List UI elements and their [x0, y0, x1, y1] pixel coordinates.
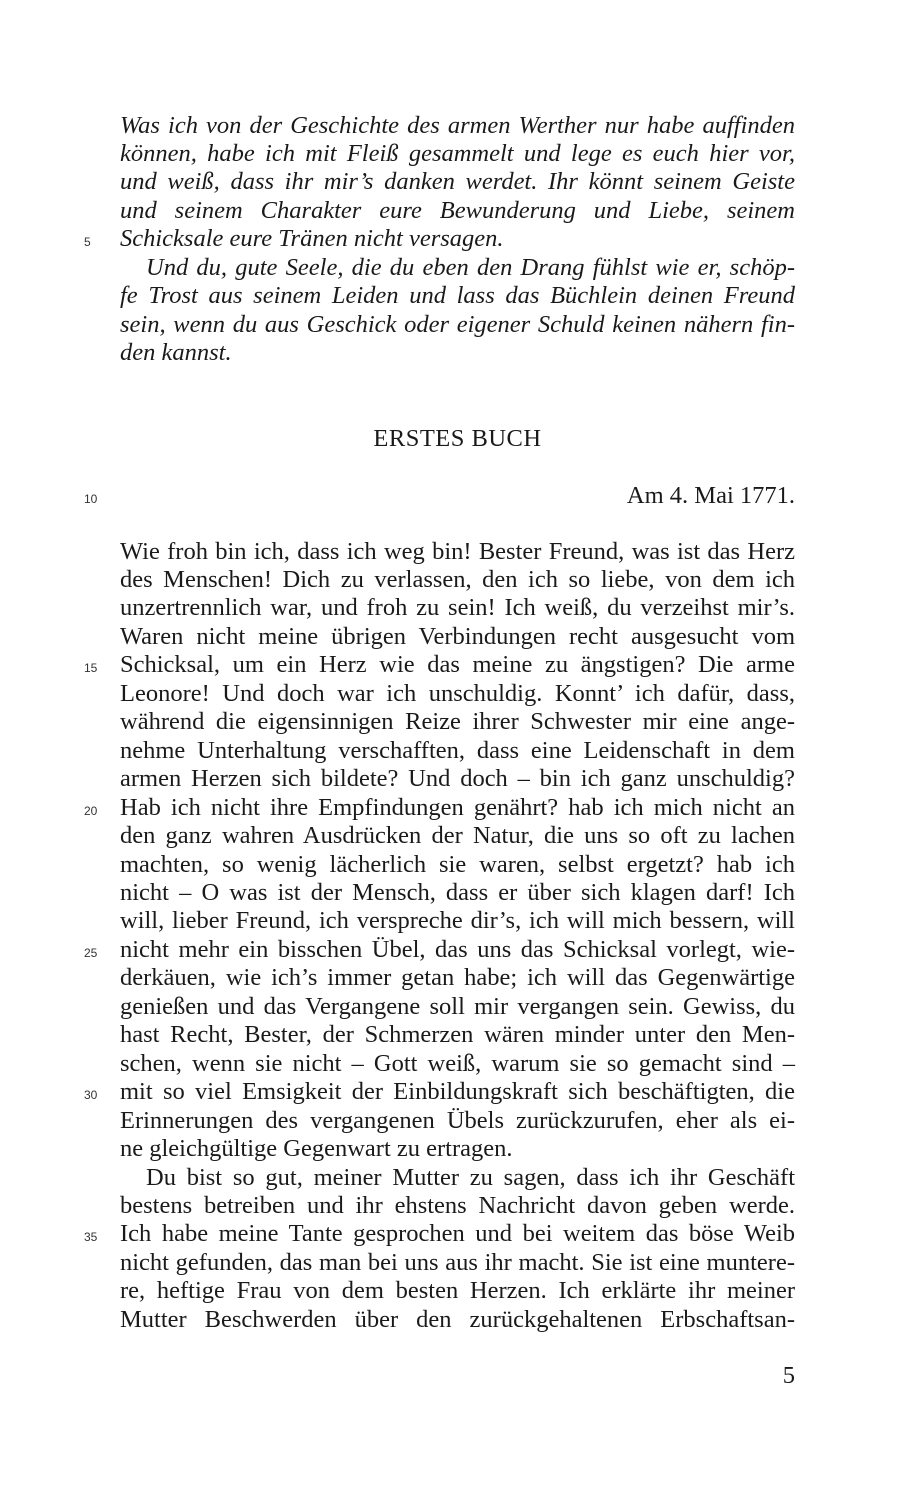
body-line: Waren nicht meine übrigen Verbindungen recht ausgesucht vom — [120, 623, 795, 650]
body-line: re, heftige Frau von dem besten Herzen. Ich erklärte ihr meiner — [120, 1277, 795, 1304]
body-line: den ganz wahren Ausdrücken der Natur, die uns so oft zu lachen — [120, 822, 795, 849]
body-line: schen, wenn sie nicht – Gott weiß, warum sie so gemacht sind – — [120, 1050, 795, 1077]
body-line: nicht – O was ist der Mensch, dass er über sich klagen darf! Ich — [120, 879, 795, 906]
line-number: 5 — [84, 235, 91, 249]
body-line: bestens betreiben und ihr ehstens Nachricht davon geben werde. — [120, 1192, 795, 1219]
body-line: nicht gefunden, das man bei uns aus ihr macht. Sie ist eine muntere- — [120, 1249, 795, 1276]
chapter-heading: ERSTES BUCH — [373, 425, 542, 452]
preface-line: sein, wenn du aus Geschick oder eigener Schuld keinen nähern fin- — [120, 311, 795, 338]
body-line: Mutter Beschwerden über den zurückgehaltenen Erbschaftsan- — [120, 1306, 795, 1333]
body-line: will, lieber Freund, ich verspreche dir’s, ich will mich bessern, will — [120, 907, 795, 934]
body-line: während die eigensinnigen Reize ihrer Schwester mir eine ange- — [120, 708, 795, 735]
line-number: 30 — [84, 1088, 98, 1102]
body-line: des Menschen! Dich zu verlassen, den ich so liebe, von dem ich — [120, 566, 795, 593]
preface-line: Schicksale eure Tränen nicht versagen. — [120, 225, 504, 252]
body-line: Wie froh bin ich, dass ich weg bin! Bester Freund, was ist das Herz — [120, 538, 795, 565]
page-number: 5 — [782, 1362, 795, 1389]
line-number: 10 — [84, 492, 98, 506]
body-line: Du bist so gut, meiner Mutter zu sagen, dass ich ihr Geschäft — [146, 1164, 795, 1191]
body-line: machten, so wenig lächerlich sie waren, selbst ergetzt? hab ich — [120, 851, 795, 878]
line-number: 25 — [84, 946, 98, 960]
body-line: derkäuen, wie ich’s immer getan habe; ich will das Gegenwärtige — [120, 964, 795, 991]
body-line: nehme Unterhaltung verschafften, dass eine Leidenschaft in dem — [120, 737, 795, 764]
body-line: Hab ich nicht ihre Empfindungen genährt? hab ich mich nicht an — [120, 794, 795, 821]
preface-line: fe Trost aus seinem Leiden und lass das Büchlein deinen Freund — [120, 282, 795, 309]
dateline: Am 4. Mai 1771. — [626, 482, 795, 509]
body-line: mit so viel Emsigkeit der Einbildungskraft sich beschäftigten, die — [120, 1078, 795, 1105]
body-line: ne gleichgültige Gegenwart zu ertragen. — [120, 1135, 513, 1162]
preface-line: und seinem Charakter eure Bewunderung und Liebe, seinem — [120, 197, 795, 224]
preface-line: und weiß, dass ihr mir’s danken werdet. Ihr könnt seinem Geiste — [120, 168, 795, 195]
body-line: armen Herzen sich bildete? Und doch – bin ich ganz unschuldig? — [120, 765, 795, 792]
body-line: Leonore! Und doch war ich unschuldig. Konnt’ ich dafür, dass, — [120, 680, 795, 707]
body-line: Schicksal, um ein Herz wie das meine zu ängstigen? Die arme — [120, 651, 795, 678]
line-number: 35 — [84, 1230, 98, 1244]
body-line: hast Recht, Bester, der Schmerzen wären minder unter den Men- — [120, 1021, 795, 1048]
body-line: genießen und das Vergangene soll mir vergangen sein. Gewiss, du — [120, 993, 795, 1020]
body-line: nicht mehr ein bisschen Übel, das uns das Schicksal vorlegt, wie- — [120, 936, 795, 963]
body-line: unzertrennlich war, und froh zu sein! Ich weiß, du verzeihst mir’s. — [120, 594, 795, 621]
line-number: 15 — [84, 661, 98, 675]
line-number: 20 — [84, 804, 98, 818]
preface-line: Was ich von der Geschichte des armen Werther nur habe auffinden — [120, 112, 795, 139]
preface-line: Und du, gute Seele, die du eben den Drang fühlst wie er, schöp- — [146, 254, 795, 281]
preface-line: den kannst. — [120, 339, 232, 366]
body-line: Erinnerungen des vergangenen Übels zurückzurufen, eher als ei- — [120, 1107, 795, 1134]
body-line: Ich habe meine Tante gesprochen und bei weitem das böse Weib — [120, 1220, 795, 1247]
preface-line: können, habe ich mit Fleiß gesammelt und lege es euch hier vor, — [120, 140, 795, 167]
